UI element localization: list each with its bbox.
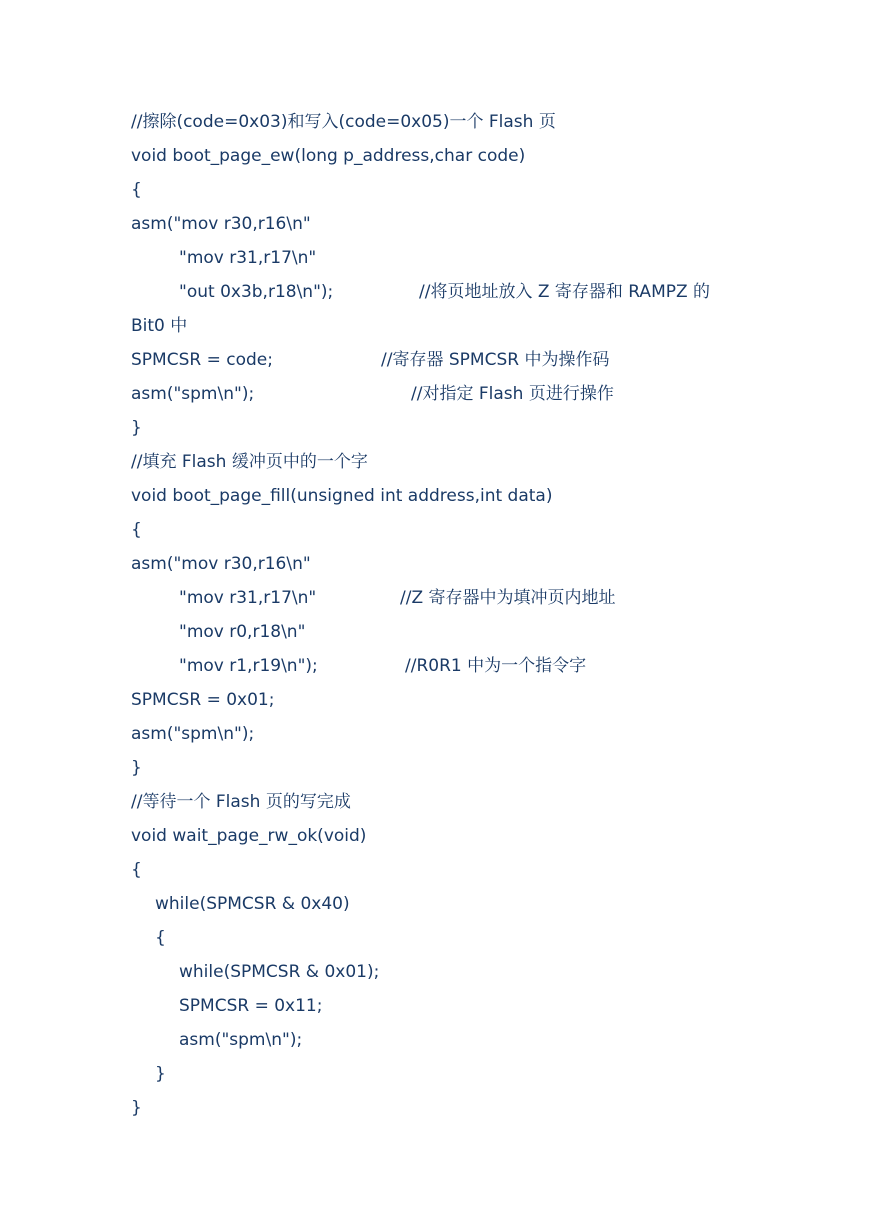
code-text: SPMCSR = 0x11; (179, 996, 323, 1016)
code-text: asm("spm\n"); (131, 384, 255, 404)
code-text: while(SPMCSR & 0x40) (155, 894, 350, 914)
code-comment: //R0R1 中为一个指令字 (405, 656, 587, 676)
code-text: "out 0x3b,r18\n"); (179, 282, 334, 302)
code-text: //填充 Flash 缓冲页中的一个字 (131, 452, 368, 472)
code-line (131, 994, 831, 1028)
code-line (131, 722, 831, 756)
code-text: //等待一个 Flash 页的写完成 (131, 792, 351, 812)
code-text: void wait_page_rw_ok(void) (131, 826, 367, 846)
code-text: //擦除(code=0x03)和写入(code=0x05)一个 Flash 页 (131, 112, 556, 132)
code-text: { (131, 860, 142, 880)
code-text: } (131, 1098, 142, 1118)
code-text: "mov r1,r19\n"); (179, 656, 318, 676)
code-text: { (155, 928, 166, 948)
code-comment: //寄存器 SPMCSR 中为操作码 (381, 350, 610, 370)
code-text: void boot_page_ew(long p_address,char code) (131, 146, 526, 166)
code-comment: //对指定 Flash 页进行操作 (411, 384, 614, 404)
code-line (131, 654, 831, 688)
code-line (131, 790, 831, 824)
code-comment: //Z 寄存器中为填冲页内地址 (400, 588, 616, 608)
code-line (131, 450, 831, 484)
code-comment: //将页地址放入 Z 寄存器和 RAMPZ 的 (419, 282, 711, 302)
code-text: SPMCSR = 0x01; (131, 690, 275, 710)
code-text: asm("mov r30,r16\n" (131, 554, 311, 574)
code-line (131, 246, 831, 280)
code-line (131, 1062, 831, 1096)
code-line (131, 1096, 831, 1130)
code-line (131, 212, 831, 246)
code-line (131, 144, 831, 178)
code-text: "mov r31,r17\n" (179, 248, 317, 268)
code-document (131, 110, 831, 1130)
code-text: void boot_page_fill(unsigned int address,int data) (131, 486, 553, 506)
code-text: { (131, 520, 142, 540)
code-line (131, 314, 831, 348)
code-line (131, 552, 831, 586)
code-line (131, 348, 831, 382)
code-line (131, 756, 831, 790)
code-text: while(SPMCSR & 0x01); (179, 962, 380, 982)
code-line (131, 824, 831, 858)
code-text: "mov r0,r18\n" (179, 622, 306, 642)
code-line (131, 382, 831, 416)
code-line (131, 586, 831, 620)
code-text: asm("spm\n"); (179, 1030, 303, 1050)
code-line (131, 416, 831, 450)
code-line (131, 178, 831, 212)
code-text: } (131, 758, 142, 778)
code-line (131, 688, 831, 722)
code-line (131, 484, 831, 518)
code-text: } (155, 1064, 166, 1084)
code-line (131, 960, 831, 994)
code-line (131, 926, 831, 960)
code-line (131, 620, 831, 654)
code-line (131, 1028, 831, 1062)
code-line (131, 892, 831, 926)
code-line (131, 518, 831, 552)
code-text: "mov r31,r17\n" (179, 588, 317, 608)
code-text: asm("spm\n"); (131, 724, 255, 744)
code-text: asm("mov r30,r16\n" (131, 214, 311, 234)
code-text: SPMCSR = code; (131, 350, 273, 370)
code-line (131, 858, 831, 892)
code-text: Bit0 中 (131, 316, 188, 336)
code-text: { (131, 180, 142, 200)
code-line (131, 280, 831, 314)
code-line (131, 110, 831, 144)
code-text: } (131, 418, 142, 438)
